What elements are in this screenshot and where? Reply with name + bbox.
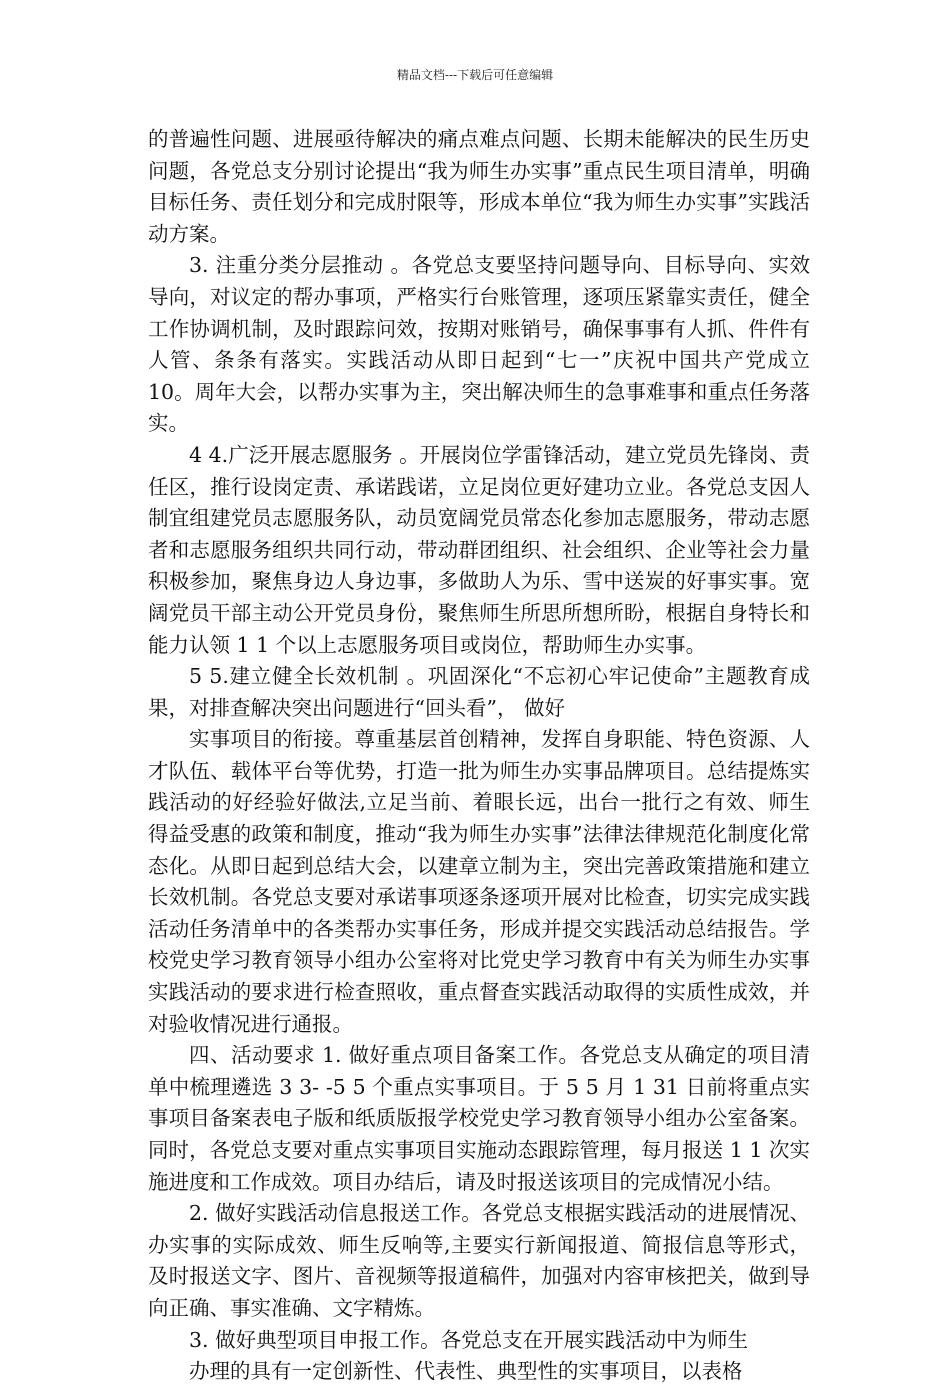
paragraph-1: 的普遍性问题、进展亟待解决的痛点难点问题、长期未能解决的民生历史问题，各党总支分别讨论提出“我为师生办实事”重点民生项目清单，明确目标任务、责任划分和完成肘限等，形成本单位“我为师生办实事”实践活动方案。 xyxy=(148,127,810,246)
paragraph-5: 实事项目的衔接。尊重基层首创精神，发挥自身职能、特色资源、人才队伍、载体平台等优势，打造一批为师生办实事品牌项目。总结提炼实践活动的好经验好做法,立足当前、着眼长远，出台一批行之有效、师生得益受惠的政策和制度，推动“我为师生办实事”法律法律规范化制度化常态化。从即日起到总结大会，以建章立制为主，突出完善政策措施和建立长效机制。各党总支要对承诺事项逐条逐项开展对比检查，切实完成实践活动任务清单中的各类帮办实事任务，形成并提交实践活动总结报告。学校党史学习教育领导小组办公室将对比党史学习教育中有关为师生办实事实践活动的要求进行检查照收，重点督查实践活动取得的实质性成效，并对验收情况进行通报。 xyxy=(148,727,810,1036)
paragraph-9: 办理的具有一定创新性、代表性、典型性的实事项目，以表格 xyxy=(189,1359,743,1384)
paragraph-3: 4 4.广泛开展志愿服务 。开展岗位学雷锋活动，建立党员先锋岗、责任区，推行设岗定责、承诺践诺，立足岗位更好建功立业。各党总支因人制宜组建党员志愿服务队，动员宽阔党员常态化参加志愿服务，带动志愿者和志愿服务组织共同行动，带动群团组织、社会组织、企业等社会力量积极参加，聚焦身边人身边事，多做助人为乐、雪中送炭的好事实事。宽阔党员干部主动公开党员身份，聚焦师生所思所想所盼，根据自身特长和能力认领 1 1 个以上志愿服务项目或岗位，帮助师生办实事。 xyxy=(148,442,810,657)
paragraph-2: 3. 注重分类分层推动 。各党总支要坚持问题导向、目标导向、实效导向，对议定的帮办事项，严格实行台账管理，逐项压紧靠实责任，健全工作协调机制，及时跟踪问效，按期对账销号，确保事事有人抓、件件有人管、条条有落实。实践活动从即日起到“七一”庆祝中国共产党成立 10。周年大会，以帮办实事为主，突出解决师生的急事难事和重点任务落实。 xyxy=(148,253,810,436)
page-header: 精品文档---下载后可任意编辑 xyxy=(396,68,554,82)
paragraph-4: 5 5.建立健全长效机制 。巩固深化“不忘初心牢记使命”主题教育成果，对排查解决突出问题进行“回头看”， 做好 xyxy=(148,664,810,720)
paragraph-7: 2. 做好实践活动信息报送工作。各党总支根据实践活动的进展情况、办实事的实际成效、师生反响等,主要实行新闻报道、简报信息等形式，及时报送文字、图片、音视频等报道稿件，加强对内容审核把关，做到导向正确、事实准确、文字精炼。 xyxy=(148,1201,810,1320)
paragraph-6: 四、活动要求 1. 做好重点项目备案工作。各党总支从确定的项目清单中梳理遴选 3 3- -5 5 个重点实事项目。于 5 5 月 1 31 日前将重点实事项目备案表电子版和纸质版报学校党史学习教育领导小组办公室备案。同时，各党总支要对重点实事项目实施动态跟踪管理，每月报送 1 1 次实施进度和工作成效。项目办结后，请及时报送该项目的完成情况小结。 xyxy=(148,1043,810,1194)
paragraph-8: 3. 做好典型项目申报工作。各党总支在开展实践活动中为师生 xyxy=(189,1327,749,1352)
document-body xyxy=(148,124,810,1388)
